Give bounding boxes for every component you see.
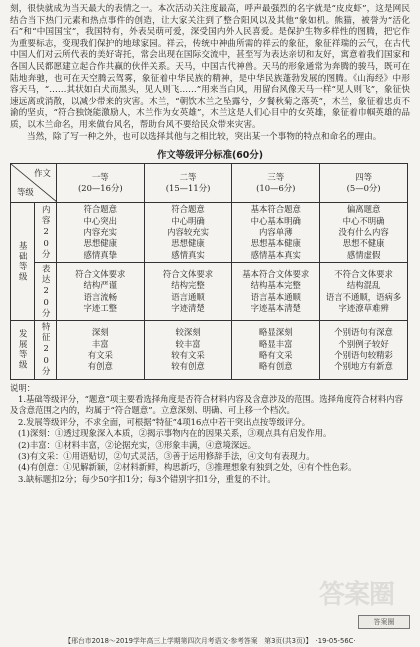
content-level-2: 符合题意 中心明确 内容较充实 思想健康 感情真实 (144, 203, 232, 263)
note-item: (4)有创意：①见解新颖，②材料新鲜，构思新巧，③推理想象有独到之处，④有个性色彩。 (18, 462, 357, 473)
content-label: 内容20分 (34, 203, 56, 263)
note-item: 1.基础等级评分，“题意”项主要看选择角度是否符合材料内容及含意涉及的范围。选择角度符合材料内容及含意范围之内的，均属于“符合题意”。立意深刻、明确、可上移一个档次。 (10, 393, 404, 416)
expression-level-4: 不符合文体要求 结构混乱 语言不通顺，语病多 字迹潦草难辨 (320, 263, 408, 321)
level-1-header: 一等 (20—16分) (56, 164, 144, 203)
watermark: 答案圈 (318, 580, 394, 610)
expression-level-3: 基本符合文体要求 结构基本完整 语言基本通顺 字迹基本清楚 (232, 263, 320, 321)
notes-title: 说明： (10, 382, 36, 393)
feature-level-4: 个别语句有深意 个别例子较好 个别语句较精彩 个别地方有新意 (320, 321, 408, 379)
header-corner (11, 164, 57, 203)
develop-level-label: 发展等级 (11, 321, 35, 379)
expression-level-1: 符合文体要求 结构严谨 语言流畅 字迹工整 (56, 263, 144, 321)
content-level-3: 基本符合题意 中心基本明确 内容单薄 思想基本健康 感情基本真实 (232, 203, 320, 263)
expression-label: 表达20分 (34, 263, 56, 321)
corner-top-label: 作文 (34, 168, 51, 179)
intro-paragraph: 刻，很快就成为当天最大的表情之一。本次活动关注度最高，呼声最强烈的名字就是“皮皮虾”，这是网民结合当下热门元素和热点事件的创造，让大家关注到了整合阳风以及其他“象如机。熊猫，被誉为“活化石”和“中国国宝”，我国特有，外表吴萌可爱，深受国内外人民喜爱。是保护生物多样性的图腾，把它作为重要标志，变现我们保护的地球家园。祥云，传统中神曲所需的祥云的象征，象征祥瑞的云气，在古代中国人们对云所代表的美好寄托，常会出现在国际交流中，甚至写为表达亲切和友好，寓意着我们国家和各国人民都愿建立起合作共赢的伙伴关系。天马，中国古代神兽。天马的形象通常为奔腾的骏马，既可在陆地奔驰，也可在天空腾云驾雾，象征着中华民族的精神，是中华民族蓬勃发展的图腾。《山海经》中形容天马，“……其状如白犬而黑头，见人则飞……”用来当白风，用留台风像天马一样“见人则飞”，象征快速远离或消散，以减少带来的灾害。木兰，“朝饮木兰之坠露兮，夕餐秋菊之落英”，木兰，象征着忠贞不渝的坚贞，“符合独饶能激励人，木兰作为女英雄”，木兰这是人们心目中的女英雄，象征着巾帼英雄的品质，以木兰命名，用来做台风名，帮助台风不要给民众带来灾害。 (10, 4, 410, 130)
corner-bottom-label: 等级 (17, 186, 34, 197)
feature-level-3: 略显深刻 略显丰富 略有文采 略有创意 (232, 321, 320, 379)
note-item: (2)丰富：①材料丰富，②论据充实，③形象丰满，④意境深远。 (18, 439, 256, 450)
level-3-header: 三等 (10—6分) (232, 164, 320, 203)
expression-row (11, 263, 408, 321)
table-header-row (11, 164, 408, 203)
content-level-1: 符合题意 中心突出 内容充实 思想健康 感情真挚 (56, 203, 144, 263)
content-row (11, 203, 408, 263)
answer-stamp: 答案圈 (358, 615, 410, 629)
note-item: (1)深刻：①透过现象深入本质，②揭示事物内在的因果关系，③观点具有启发作用。 (18, 428, 332, 439)
feature-label: 特征20分 (34, 321, 56, 379)
content-level-4: 偏离题意 中心不明确 没有什么内容 思想不健康 感情虚假 (320, 203, 408, 263)
note-item: 2.发展等级评分，不求全面，可根据“特征”4项16点中若干突出点按等级评分。 (18, 416, 311, 427)
note-item: (3)有文采：①用语贴切，②句式灵活，③善于运用修辞手法，④文句有表现力。 (18, 450, 315, 461)
table-title: 作文等级评分标准(60分) (157, 150, 263, 162)
basic-level-label: 基础等级 (11, 203, 35, 321)
page-footer: 【邢台市2018～2019学年高三上学期第四次月考语文·参考答案 第3页(共3页)】 ·19-05-56C· (64, 637, 356, 645)
level-2-header: 二等 (15—11分) (144, 164, 232, 203)
lead-paragraph: 当然，除了写一种之外，也可以选择其他与之相比较，突出某一个事物的特点和命名的理由。 (27, 131, 382, 142)
feature-level-1: 深刻 丰富 有文采 有创意 (56, 321, 144, 379)
scoring-table (10, 163, 408, 379)
notes-section (10, 383, 410, 486)
feature-level-2: 较深刻 较丰富 较有文采 较有创意 (144, 321, 232, 379)
intro-text (10, 4, 410, 143)
level-4-header: 四等 (5—0分) (320, 164, 408, 203)
feature-row (11, 321, 408, 379)
expression-level-2: 符合文体要求 结构完整 语言通顺 字迹清楚 (144, 263, 232, 321)
note-item: 3.缺标题扣2分；每少50字扣1分；每3个错别字扣1分，重复的不计。 (18, 473, 276, 484)
